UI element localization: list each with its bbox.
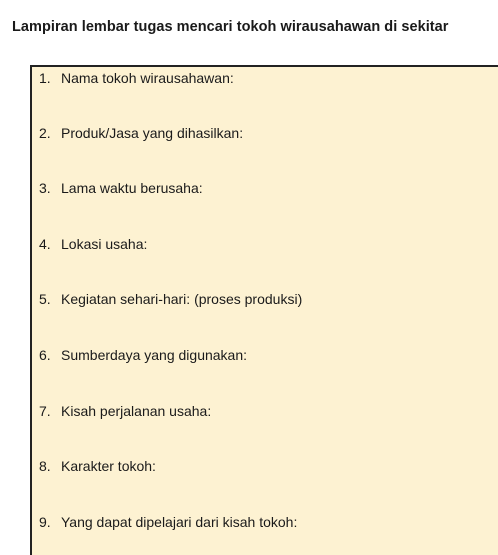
question-label-4: Lokasi usaha:	[61, 236, 148, 252]
question-item-6	[39, 347, 247, 363]
question-number-6: 6.	[39, 347, 51, 363]
question-number-4: 4.	[39, 236, 51, 252]
question-number-9: 9.	[39, 514, 51, 530]
question-label-1: Nama tokoh wirausahawan:	[61, 70, 234, 86]
question-item-9	[39, 514, 297, 530]
question-item-3	[39, 180, 203, 196]
question-number-8: 8.	[39, 458, 51, 474]
question-item-5	[39, 291, 302, 307]
question-number-1: 1.	[39, 70, 51, 86]
question-item-1	[39, 70, 234, 86]
worksheet-title: Lampiran lembar tugas mencari tokoh wirausahawan di sekitar	[12, 19, 449, 35]
question-number-7: 7.	[39, 403, 51, 419]
question-label-6: Sumberdaya yang digunakan:	[61, 347, 248, 363]
question-item-2	[39, 125, 243, 141]
question-label-5: Kegiatan sehari-hari: (proses produksi)	[61, 291, 303, 307]
question-item-8	[39, 458, 156, 474]
question-label-8: Karakter tokoh:	[61, 458, 156, 474]
question-label-2: Produk/Jasa yang dihasilkan:	[61, 125, 244, 141]
question-label-9: Yang dapat dipelajari dari kisah tokoh:	[61, 514, 298, 530]
question-number-5: 5.	[39, 291, 51, 307]
question-number-3: 3.	[39, 180, 51, 196]
question-label-7: Kisah perjalanan usaha:	[61, 403, 212, 419]
worksheet-box	[30, 65, 498, 555]
question-item-7	[39, 403, 211, 419]
question-item-4	[39, 236, 147, 252]
question-label-3: Lama waktu berusaha:	[61, 180, 203, 196]
question-number-2: 2.	[39, 125, 51, 141]
